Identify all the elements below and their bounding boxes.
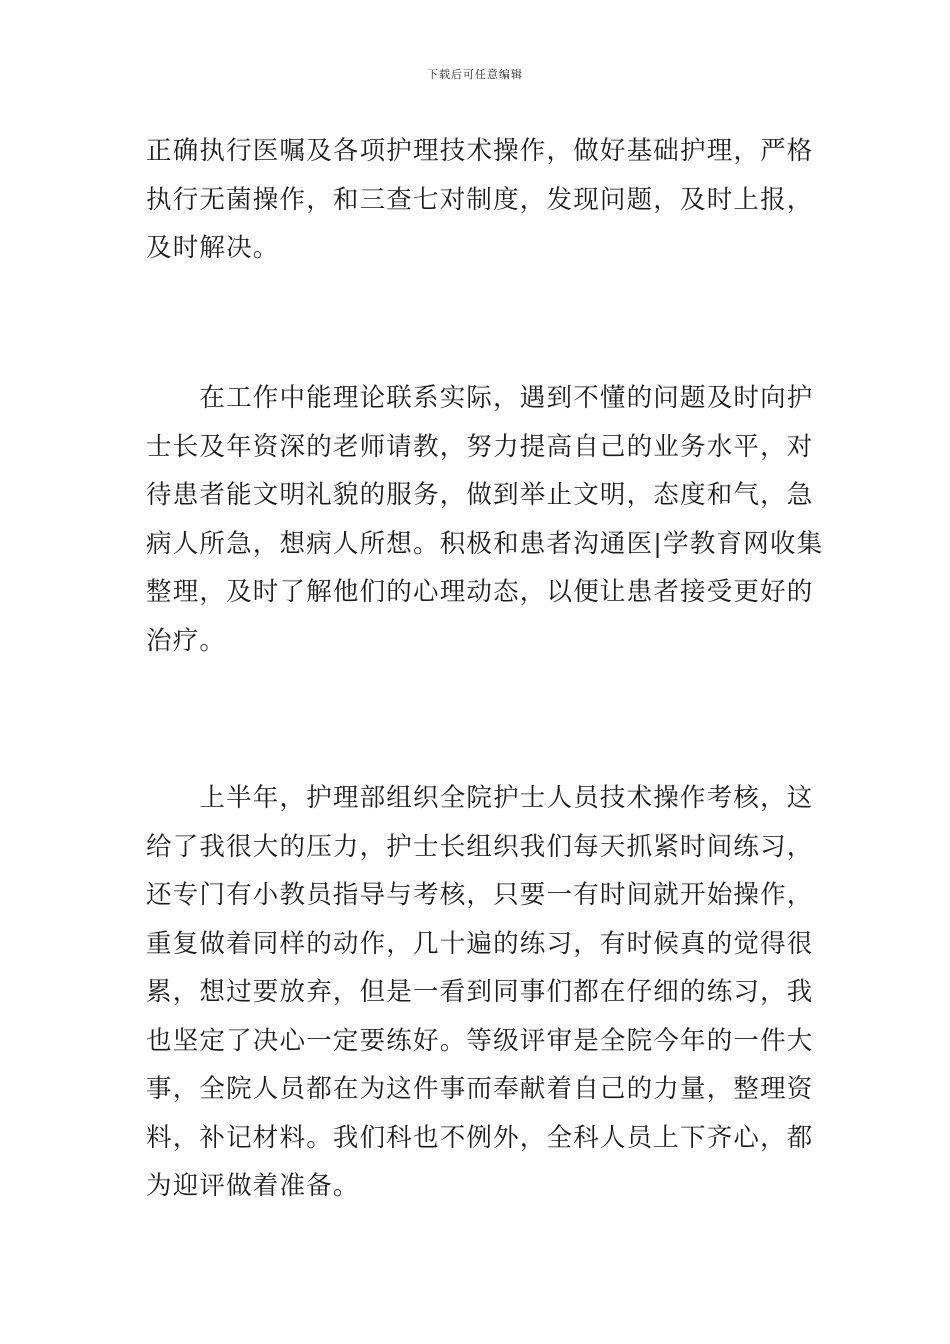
paragraph-line: 治疗。 — [146, 625, 227, 656]
paragraph-line: 整理，及时了解他们的心理动态，以便让患者接受更好的 — [146, 577, 814, 607]
paragraph-line: 累，想过要放弃，但是一看到同事们都在仔细的练习，我 — [146, 977, 814, 1007]
paragraph-line: 还专门有小教员指导与考核，只要一有时间就开始操作， — [146, 880, 814, 910]
header-note: 下载后可任意编辑 — [427, 68, 523, 81]
paragraph-line: 执行无菌操作，和三查七对制度，发现问题，及时上报， — [146, 184, 814, 215]
paragraph-line: 重复做着同样的动作，几十遍的练习，有时候真的觉得很 — [146, 928, 814, 959]
paragraph-line: 在工作中能理论联系实际，遇到不懂的问题及时向护 — [146, 383, 814, 413]
paragraph-line: 也坚定了决心一定要练好。等级评审是全院今年的一件大 — [146, 1025, 814, 1056]
paragraph-1 — [146, 127, 814, 273]
paragraph-line: 及时解决。 — [146, 233, 280, 263]
paragraph-3 — [146, 774, 814, 1211]
paragraph-2 — [146, 374, 824, 665]
paragraph-line: 正确执行医嘱及各项护理技术操作，做好基础护理，严格 — [146, 136, 814, 166]
paragraph-line: 料，补记材料。我们科也不例外，全科人员上下齐心，都 — [146, 1122, 814, 1153]
paragraph-line: 给了我很大的压力，护士长组织我们每天抓紧时间练习， — [146, 831, 814, 862]
paragraph-line: 待患者能文明礼貌的服务，做到举止文明，态度和气，急 — [146, 480, 814, 510]
paragraph-line: 病人所急，想病人所想。积极和患者沟通医|学教育网收集 — [146, 528, 824, 559]
paragraph-line: 事，全院人员都在为这件事而奉献着自己的力量，整理资 — [146, 1074, 814, 1104]
paragraph-line: 上半年，护理部组织全院护士人员技术操作考核，这 — [146, 783, 814, 813]
paragraph-line: 士长及年资深的老师请教，努力提高自己的业务水平，对 — [146, 431, 814, 462]
paragraph-line: 为迎评做着准备。 — [146, 1171, 360, 1201]
